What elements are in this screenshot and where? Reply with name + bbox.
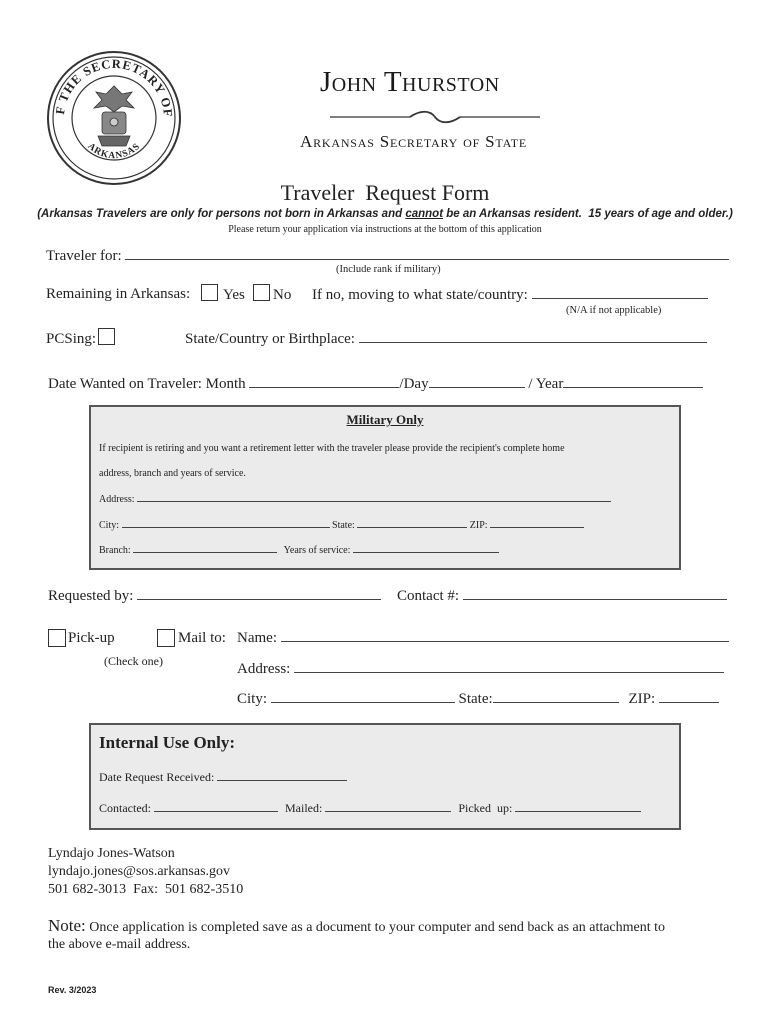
- include-rank-note: (Include rank if military): [336, 264, 441, 275]
- return-note: Please return your application via instructions at the bottom of this application: [228, 224, 542, 235]
- header-office: Arkansas Secretary of State: [300, 132, 527, 151]
- date-received-row: [99, 770, 347, 785]
- month-input[interactable]: [249, 386, 399, 388]
- traveler-for-input[interactable]: [125, 258, 729, 260]
- mail-name-input[interactable]: [281, 640, 729, 642]
- state-seal: [46, 50, 182, 186]
- picked-up-input[interactable]: [515, 810, 641, 812]
- mail-city-row: [237, 691, 719, 708]
- mail-to-label: Mail to:: [178, 630, 226, 646]
- military-address-input[interactable]: [137, 500, 611, 502]
- mail-address-label: Address:: [237, 661, 291, 677]
- day-label: /Day: [399, 376, 429, 392]
- contacted-label: Contacted:: [99, 801, 151, 815]
- mail-address-row: [237, 661, 724, 678]
- contact-name: Lyndajo Jones-Watson: [48, 846, 175, 861]
- picked-up-label: Picked up:: [458, 801, 513, 815]
- traveler-for-row: [46, 248, 729, 265]
- military-city-label: City:: [99, 520, 120, 531]
- moving-row: [312, 287, 708, 304]
- internal-title: Internal Use Only:: [99, 733, 235, 752]
- requested-by-row: [48, 588, 381, 605]
- eligibility-note: [0, 208, 770, 220]
- pickup-label: Pick-up: [68, 630, 115, 646]
- mail-zip-label: ZIP:: [628, 691, 656, 707]
- mail-city-input[interactable]: [271, 701, 455, 703]
- yes-checkbox[interactable]: [201, 284, 218, 301]
- requested-by-label: Requested by:: [48, 588, 134, 604]
- date-wanted-label: Date Wanted on Traveler: Month: [48, 376, 246, 392]
- contact-label: Contact #:: [397, 588, 460, 604]
- mail-name-label: Name:: [237, 630, 277, 646]
- military-instructions-2: address, branch and years of service.: [99, 468, 246, 479]
- na-note: (N/A if not applicable): [566, 305, 662, 316]
- remaining-label: Remaining in Arkansas:: [46, 286, 191, 302]
- military-branch-input[interactable]: [133, 551, 277, 553]
- military-state-input[interactable]: [357, 526, 467, 528]
- year-input[interactable]: [563, 386, 703, 388]
- military-zip-input[interactable]: [490, 526, 584, 528]
- mail-state-label: State:: [458, 691, 493, 707]
- moving-input[interactable]: [532, 297, 708, 299]
- eligibility-pre: (Arkansas Travelers are only for persons not born in Arkansas and: [37, 208, 406, 220]
- contact-email[interactable]: lyndajo.jones@sos.arkansas.gov: [48, 864, 231, 879]
- year-label: / Year: [528, 376, 564, 392]
- birthplace-row: [185, 331, 707, 348]
- header-name: John Thurston: [320, 66, 500, 98]
- military-zip-label: ZIP:: [469, 520, 488, 531]
- mail-to-checkbox[interactable]: [157, 629, 175, 647]
- birthplace-label: State/Country or Birthplace:: [185, 331, 355, 347]
- military-branch-row: [99, 545, 499, 556]
- birthplace-input[interactable]: [359, 341, 707, 343]
- requested-by-input[interactable]: [137, 598, 381, 600]
- note-label: Note:: [48, 916, 86, 935]
- header-ornament: [330, 110, 540, 124]
- day-input[interactable]: [429, 386, 525, 388]
- military-years-label: Years of service:: [283, 545, 351, 556]
- date-wanted-row: [48, 376, 703, 393]
- form-title: Traveler Request Form: [280, 180, 490, 205]
- military-title: Military Only: [346, 412, 424, 427]
- eligibility-cannot: cannot: [405, 208, 444, 220]
- note-text-1: Once application is completed save as a document to your computer and send back as an attachment to: [85, 920, 666, 935]
- military-years-input[interactable]: [353, 551, 499, 553]
- seal-bottom-text: ARKANSAS: [85, 141, 143, 162]
- military-city-row: [99, 520, 584, 531]
- note-text-2: the above e-mail address.: [48, 937, 191, 952]
- check-one-note: (Check one): [104, 654, 163, 668]
- note-line-1: [48, 916, 665, 936]
- military-address-row: [99, 494, 611, 505]
- seal-outer-text: F THE SECRETARY OF: [53, 56, 176, 118]
- revision-label: Rev. 3/2023: [48, 985, 97, 995]
- pcsing-label: PCSing:: [46, 331, 97, 347]
- contact-row: [397, 588, 727, 605]
- eligibility-post: be an Arkansas resident. 15 years of age and older.): [443, 208, 733, 220]
- remaining-row: [46, 286, 190, 303]
- mailed-input[interactable]: [325, 810, 451, 812]
- military-city-input[interactable]: [122, 526, 330, 528]
- mail-state-input[interactable]: [493, 701, 619, 703]
- mailed-label: Mailed:: [284, 801, 323, 815]
- military-state-label: State:: [332, 520, 355, 531]
- mail-name-row: [237, 630, 729, 647]
- mail-address-input[interactable]: [294, 671, 724, 673]
- moving-label: If no, moving to what state/country:: [312, 287, 528, 303]
- date-received-input[interactable]: [217, 779, 347, 781]
- traveler-for-label: Traveler for:: [46, 248, 122, 264]
- mail-zip-input[interactable]: [659, 701, 719, 703]
- no-label: No: [273, 287, 292, 303]
- date-received-label: Date Request Received:: [99, 770, 215, 784]
- mail-city-label: City:: [237, 691, 268, 707]
- pickup-checkbox[interactable]: [48, 629, 66, 647]
- contact-input[interactable]: [463, 598, 727, 600]
- contacted-input[interactable]: [154, 810, 278, 812]
- military-branch-label: Branch:: [99, 545, 131, 556]
- yes-label: Yes: [223, 287, 245, 303]
- contact-phone: 501 682-3013 Fax: 501 682-3510: [48, 882, 244, 897]
- pcsing-checkbox[interactable]: [98, 328, 115, 345]
- no-checkbox[interactable]: [253, 284, 270, 301]
- military-instructions-1: If recipient is retiring and you want a retirement letter with the traveler please provide the recipient's complete home: [99, 443, 565, 454]
- pcsing-row: [46, 331, 96, 348]
- internal-status-row: [99, 801, 641, 816]
- military-address-label: Address:: [99, 494, 135, 505]
